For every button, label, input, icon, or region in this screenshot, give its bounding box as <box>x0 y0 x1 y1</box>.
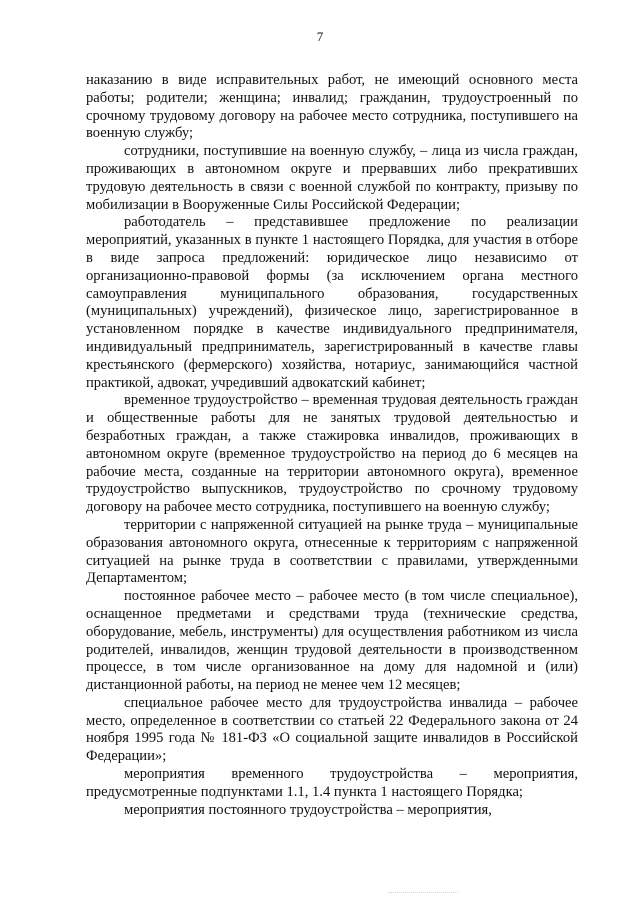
paragraph-tense-labor-market-territories: территории с напряженной ситуацией на рынке труда – муниципальные образования автономного округа, отнесенные к территориям с напряженной ситуацией на рынке труда в соответствии с правилами, утвержденными Департаментом; <box>86 516 578 587</box>
page-number: 7 <box>316 29 324 44</box>
paragraph-permanent-workplace: постоянное рабочее место – рабочее место (в том числе специальное), оснащенное предметами и средствами труда (технические средства, оборудование, мебель, инструменты) для осуществления работником из числа родителей, инвалидов, женщин трудовой деятельности в производственном процессе, в том числе организованное на дому для надомной и (или) дистанционной работы, на период не менее чем 12 месяцев; <box>86 588 578 694</box>
paragraph-temporary-employment: временное трудоустройство – временная трудовая деятельность граждан и общественные работы для не занятых трудовой деятельностью и безработных граждан, а также стажировка инвалидов, проживающих в автономном округе (временное трудоустройство на период до 6 месяцев на рабочие места, созданные на территории автономного округа), временное трудоустройство выпускников, трудоустройство по срочному трудовому договору на рабочее место сотрудника, поступившего на военную службу; <box>86 392 578 516</box>
scan-artifact <box>388 886 458 893</box>
paragraph-eligible-categories-end: наказанию в виде исправительных работ, не имеющий основного места работы; родители; женщина; инвалид; гражданин, трудоустроенный по срочному трудовому договору на рабочее место сотрудника, поступившего на военную службу; <box>86 72 578 142</box>
paragraph-military-service-employees: сотрудники, поступившие на военную службу, – лица из числа граждан, проживающих в автономном округе и прервавших либо прекративших трудовую деятельность в связи с военной службой по контракту, призыву по мобилизации в Вооруженные Силы Российской Федерации; <box>86 143 578 213</box>
paragraph-temporary-employment-measures: мероприятия временного трудоустройства – мероприятия, предусмотренные подпунктами 1.1, 1.4 пункта 1 настоящего Порядка; <box>86 766 578 800</box>
document-body <box>86 72 578 819</box>
paragraph-permanent-employment-measures: мероприятия постоянного трудоустройства – мероприятия, <box>124 801 492 818</box>
paragraph-special-workplace-disabled: специальное рабочее место для трудоустройства инвалида – рабочее место, определенное в соответствии со статьей 22 Федерального закона от 24 ноября 1995 года № 181-ФЗ «О социальной защите инвалидов в Российской Федерации»; <box>86 694 578 765</box>
paragraph-employer-definition: работодатель – представившее предложение по реализации мероприятий, указанных в пункте 1 настоящего Порядка, для участия в отборе в виде запроса предложений: юридическое лицо независимо от организационно-правовой формы (за исключением органа местного самоуправления муниципального образования, государственных (муниципальных) учреждений), физическое лицо, зарегистрированное в установленном порядке в качестве индивидуального предпринимателя, индивидуальный предприниматель, зарегистрированный в качестве главы крестьянского (фермерского) хозяйства, нотариус, занимающийся частной практикой, адвокат, учредивший адвокатский кабинет; <box>86 214 578 391</box>
